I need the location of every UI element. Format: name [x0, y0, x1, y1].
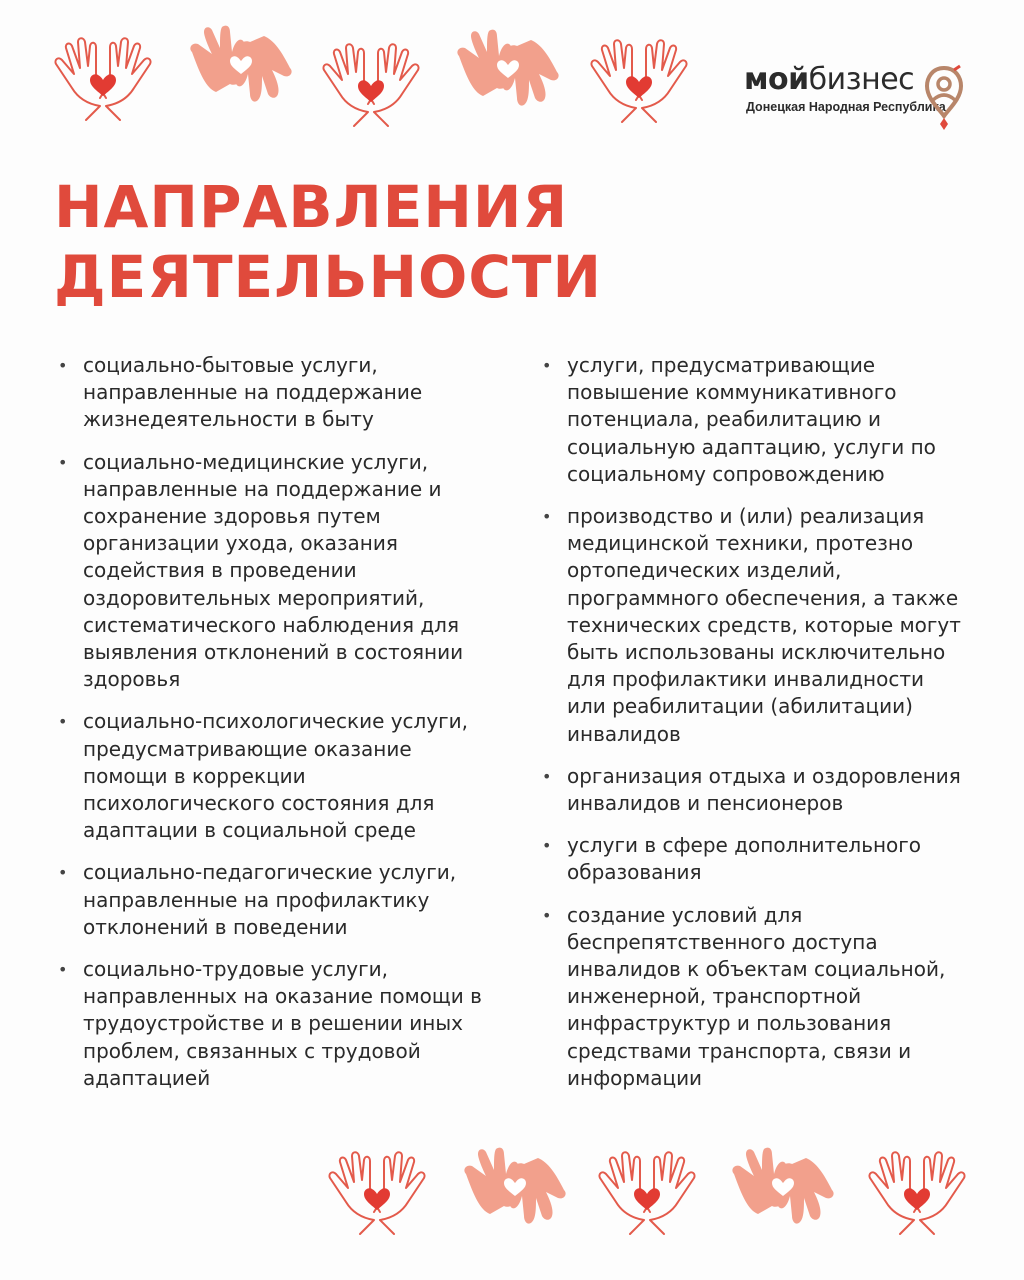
- hands-outline-heart-icon: [48, 34, 158, 128]
- list-item-text: социально-бытовые услуги, направленные на поддержание жизнедеятельности в быту: [83, 353, 423, 432]
- list-item-text: производство и (или) реализация медицинской техники, протезно ортопедических изделий, программного обеспечения, а также технических средств, которые могут быть использованы исключительно для профилактики инвалидности или реабилитации (абилитации) инвалидов: [567, 504, 961, 746]
- list-item: [58, 708, 498, 844]
- list-item: [58, 859, 498, 941]
- hands-filled-heart-icon: [728, 1146, 838, 1240]
- bullet-icon: •: [58, 356, 68, 375]
- right-services-list: [542, 352, 982, 1107]
- bullet-icon: •: [542, 766, 552, 786]
- list-item-text: социально-медицинские услуги, направленные на поддержание и сохранение здоровья путем организации ухода, оказания содействия в проведении оздоровительных мероприятий, систематического наблюдения для выявления отклонений в состоянии здоровья: [83, 449, 464, 692]
- hands-filled-heart-icon: [453, 28, 563, 122]
- bullet-icon: •: [58, 960, 68, 980]
- list-item-text: организация отдыха и оздоровления инвалидов и пенсионеров: [567, 763, 961, 816]
- brand-name-bold: мой: [744, 62, 809, 97]
- brand-name: [744, 62, 914, 98]
- list-item: [542, 763, 982, 817]
- page-title: [54, 172, 602, 312]
- list-item: [58, 449, 498, 694]
- list-item-text: услуги в сфере дополнительного образования: [567, 833, 922, 885]
- list-item: [542, 503, 982, 748]
- brand-subtitle: Донецкая Народная Республика: [746, 100, 946, 114]
- left-services-list: [58, 352, 498, 1107]
- bullet-icon: •: [58, 863, 68, 883]
- brand-name-thin: бизнес: [808, 62, 915, 97]
- list-item-text: создание условий для беспрепятственного доступа инвалидов к объектам социальной, инженерной, транспортной инфраструктур и пользования средствами транспорта, связи и информации: [567, 902, 946, 1090]
- list-item: [58, 956, 498, 1092]
- list-item: [542, 832, 982, 886]
- list-item-text: социально-психологические услуги, предусматривающие оказание помощи в коррекции психологического состояния для адаптации в социальной среде: [83, 709, 469, 843]
- hands-outline-heart-icon: [584, 36, 694, 130]
- list-item: [542, 352, 982, 488]
- bullet-icon: •: [58, 712, 68, 732]
- list-item-text: социально-педагогические услуги, направленные на профилактику отклонений в поведении: [83, 860, 457, 939]
- hands-outline-heart-icon: [316, 40, 426, 134]
- list-item-text: социально-трудовые услуги, направленных на оказание помощи в трудоустройстве и в решении иных проблем, связанных с трудовой адаптацией: [83, 957, 482, 1090]
- hands-outline-heart-icon: [592, 1148, 702, 1242]
- hands-filled-heart-icon: [186, 24, 296, 118]
- list-item: [58, 352, 498, 434]
- bullet-icon: •: [542, 507, 552, 527]
- bullet-icon: •: [542, 836, 552, 856]
- title-line-1: НАПРАВЛЕНИЯ: [54, 173, 569, 241]
- location-pin-icon: [924, 64, 964, 130]
- title-line-2: ДЕЯТЕЛЬНОСТИ: [54, 243, 603, 311]
- brand-logo: [744, 60, 974, 130]
- list-item: [542, 902, 982, 1092]
- bullet-icon: •: [542, 356, 552, 375]
- bullet-icon: •: [58, 452, 68, 472]
- list-item-text: услуги, предусматривающие повышение коммуникативного потенциала, реабилитацию и социальную адаптацию, услуги по социальному сопровождению: [567, 353, 936, 486]
- hands-outline-heart-icon: [862, 1148, 972, 1242]
- bullet-icon: •: [542, 905, 552, 925]
- hands-filled-heart-icon: [460, 1146, 570, 1240]
- hands-outline-heart-icon: [322, 1148, 432, 1242]
